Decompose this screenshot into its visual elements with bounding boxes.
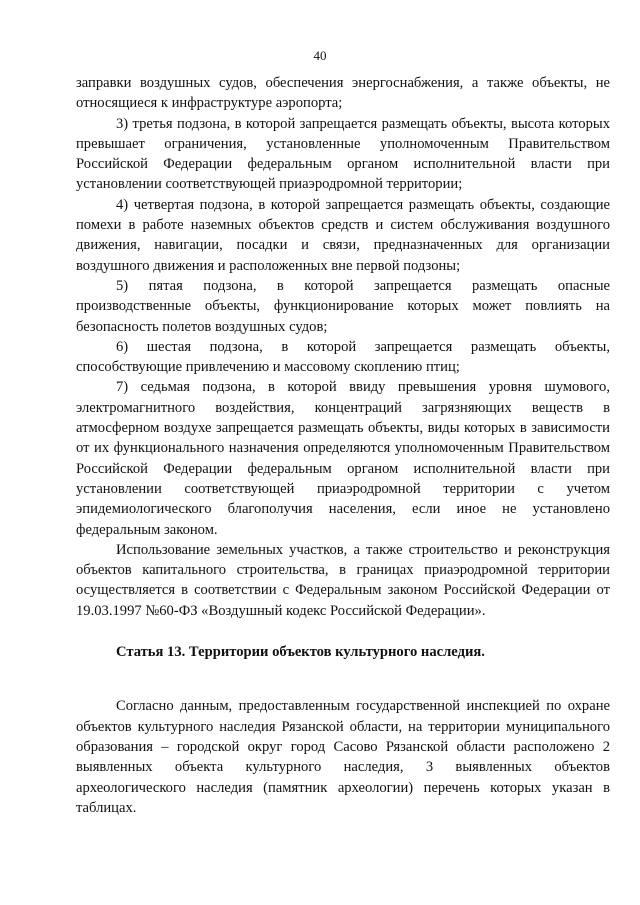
document-body (76, 73, 610, 818)
page-number: 40 (313, 48, 327, 63)
paragraph-cultural-heritage: Согласно данным, предоставленным государственной инспекцией по охране объектов культурного наследия Рязанской области, на территории муниципального образования – городской округ город Сасово Рязанской области расположено 2 выявленных объекта культурного наследия, 3 выявленных объектов археологического наследия (памятник археологии) перечень которых указан в таблицах. (76, 698, 610, 816)
paragraph-subzone-3: 3) третья подзона, в которой запрещается размещать объекты, высота которых превышает ограничения, установленные уполномоченным Правительством Российской Федерации федеральным органом исполнительной власти при установлении соответствующей приаэродромной территории; (76, 115, 610, 193)
paragraph-land-use: Использование земельных участков, а также строительство и реконструкция объектов капитального строительства, в границах приаэродромной территории осуществляется в соответствии с Федеральным законом Российской Федерации от 19.03.1997 №60-ФЗ «Воздушный кодекс Российской Федерации». (76, 541, 610, 619)
paragraph-subzone-4: 4) четвертая подзона, в которой запрещается размещать объекты, создающие помехи в работе наземных объектов средств и систем обслуживания воздушного движения, навигации, посадки и связи, предназначенных для организации воздушного движения и расположенных вне первой подзоны; (76, 196, 610, 274)
section-heading: Статья 13. Территории объектов культурного наследия. (116, 644, 485, 661)
paragraph-subzone-5: 5) пятая подзона, в которой запрещается размещать опасные производственные объекты, функционирование которых может повлиять на безопасность полетов воздушных судов; (76, 277, 610, 335)
paragraph-subzone-7: 7) седьмая подзона, в которой ввиду превышения уровня шумового, электромагнитного воздействия, концентраций загрязняющих веществ в атмосферном воздухе запрещается размещать объекты, виды которых в зависимости от их функционального назначения определяются уполномоченным Правительством Российской Федерации федеральным органом исполнительной власти при установлении соответствующей приаэродромной территории с учетом эпидемиологического благополучия населения, если иное не установлено федеральным законом. (76, 379, 610, 538)
paragraph-subzone-6: 6) шестая подзона, в которой запрещается размещать объекты, способствующие привлечению и массовому скоплению птиц; (76, 338, 610, 376)
paragraph-continuation: заправки воздушных судов, обеспечения энергоснабжения, а также объекты, не относящиеся к инфраструктуре аэропорта; (76, 75, 610, 112)
